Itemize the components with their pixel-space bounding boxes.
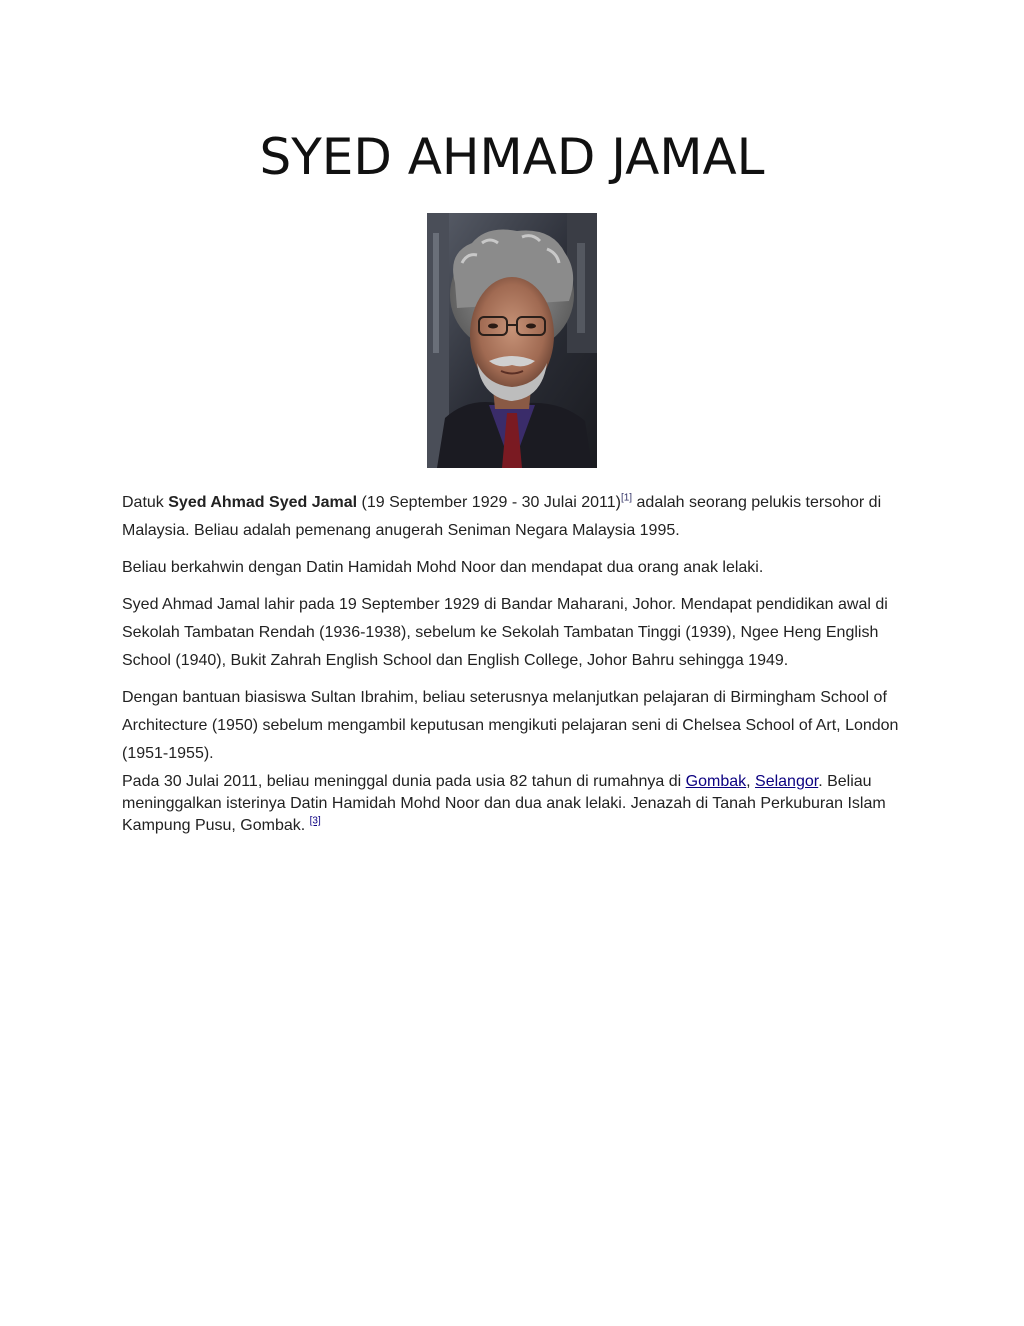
death-text-2: . Beliau meninggalkan isterinya Datin Hamidah Mohd Noor dan dua anak lelaki. Jenazah di Tanah Perkuburan Islam Kampung Pusu, Gombak.: [122, 773, 886, 834]
subject-name: Syed Ahmad Syed Jamal: [168, 494, 358, 511]
link-gombak[interactable]: Gombak: [685, 773, 747, 790]
paragraph-marriage: Beliau berkahwin dengan Datin Hamidah Mohd Noor dan mendapat dua orang anak lelaki.: [122, 559, 764, 576]
paragraph-intro: [122, 489, 912, 545]
intro-rest: adalah seorang pelukis tersohor di Malaysia. Beliau adalah pemenang anugerah Seniman Negara Malaysia 1995.: [122, 494, 882, 539]
reference-3-link[interactable]: [3]: [309, 815, 321, 827]
link-separator: ,: [746, 773, 756, 790]
paragraph-education: Dengan bantuan biasiswa Sultan Ibrahim, beliau seterusnya melanjutkan pelajaran di Birmingham School of Architecture (1950) sebelum mengambil keputusan mengikuti pelajaran seni di Chelsea School of Art, London (1951-1955).: [122, 689, 899, 762]
paragraph-early-life: Syed Ahmad Jamal lahir pada 19 September 1929 di Bandar Maharani, Johor. Mendapat pendidikan awal di Sekolah Tambatan Rendah (1936-1938), sebelum ke Sekolah Tambatan Tinggi (1939), Ngee Heng English School (1940), Bukit Zahrah English School dan English College, Johor Bahru sehingga 1949.: [122, 596, 888, 669]
reference-1[interactable]: [1]: [620, 492, 633, 504]
article-body: [122, 489, 912, 846]
paragraph-death: [122, 771, 912, 837]
intro-prefix: Datuk: [122, 494, 169, 511]
reference-3[interactable]: [310, 816, 321, 827]
death-text-1: Pada 30 Julai 2011, beliau meninggal dunia pada usia 82 tahun di rumahnya di: [122, 773, 686, 790]
link-selangor[interactable]: Selangor: [755, 773, 819, 790]
page-title: SYED AHMAD JAMAL: [259, 128, 765, 186]
portrait-photo: [427, 213, 597, 468]
intro-dates: (19 September 1929 - 30 Julai 2011): [357, 494, 621, 511]
portrait-image: [427, 213, 597, 468]
